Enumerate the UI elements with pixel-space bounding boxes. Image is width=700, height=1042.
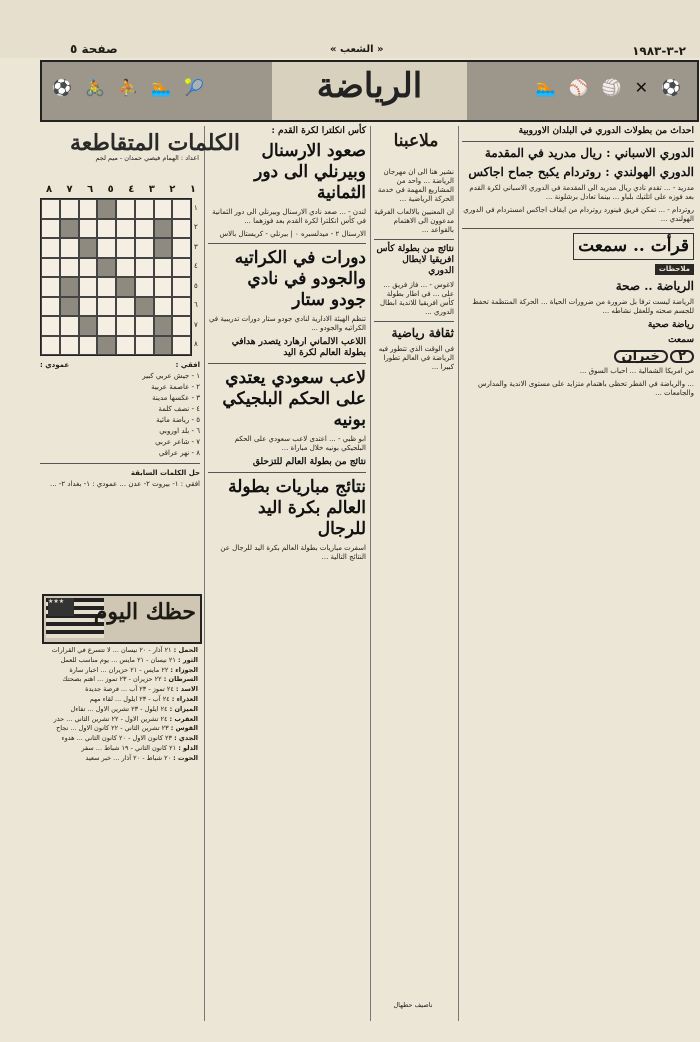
column-notes xyxy=(374,168,454,376)
clue: ٣ - عكسها مدينة xyxy=(152,394,200,402)
headline-sports-culture: ثقافة رياضية xyxy=(391,326,454,340)
zodiac-sign: العذراء : xyxy=(171,694,198,703)
crossword-grid xyxy=(40,198,192,356)
crossword-cell xyxy=(41,336,60,356)
horoscope-entry xyxy=(44,754,198,764)
horoscope-entry xyxy=(44,705,198,715)
crossword-cell xyxy=(135,316,154,336)
crossword-cell xyxy=(97,258,116,278)
article-body: في الوقت الذي تتطور فيه الرياضة في العالم تطورا كبيرا ... xyxy=(378,345,454,371)
horoscope-text: ٢٤ تموز - ٢٣ آب ... فرصة جديدة xyxy=(85,685,174,694)
crossword-subtitle: اعداد : الهمام فيصي حمدان - ميم لجم xyxy=(95,154,199,162)
crossword-cell xyxy=(172,199,191,219)
clue-heads xyxy=(40,360,200,371)
clue: ٧ - شاعر عربي xyxy=(155,438,200,446)
column-number: ٥ xyxy=(107,184,114,195)
horoscope-text: ٢٣ كانون الاول - ٢٠ كانون الثاني ... هدوء xyxy=(61,734,172,743)
paper-name: « الشعب » xyxy=(330,44,384,55)
article-body: ابو ظبي - ... اعتدى لاعب سعودي على الحكم البلجيكي بونيه خلال مباراة ... xyxy=(234,435,366,452)
crossword-cell xyxy=(172,336,191,356)
zodiac-sign: الاسد : xyxy=(175,685,198,694)
divider xyxy=(462,228,694,229)
column-football xyxy=(208,126,366,566)
divider xyxy=(208,363,366,364)
row-number: ٢ xyxy=(194,223,198,232)
crossword-cell xyxy=(41,199,60,219)
divider xyxy=(374,239,454,240)
zodiac-sign: الجوزاء : xyxy=(170,665,198,674)
crossword-cell xyxy=(79,316,98,336)
crossword-cell xyxy=(97,277,116,297)
subhead: سمعت xyxy=(668,335,694,345)
zodiac-sign: الدلو : xyxy=(178,743,198,752)
subhead-handball-scorer: اللاعب الالماني ارهارد يتصدر هدافي بطولة العالم لكرة اليد xyxy=(231,337,366,358)
crossword-cell xyxy=(79,238,98,258)
row-number: ٦ xyxy=(194,301,198,310)
headline-judo-star: دورات في الكراتيه والجودو في نادي جودو ستار xyxy=(234,248,366,310)
column-tag xyxy=(462,264,694,275)
subhead-skiing: نتائج من بطولة العالم للتزحلق xyxy=(252,457,366,467)
zodiac-sign: الحوت : xyxy=(173,753,198,762)
crossword-cell xyxy=(60,219,79,239)
article-body: تنظم الهيئة الادارية لنادي جودو ستار دورات تدريبية في الكراتيه والجودو ... xyxy=(208,315,366,332)
headline-quote-column xyxy=(462,233,694,260)
column-number: ٨ xyxy=(46,184,53,195)
article-body: ... والرياضة في القطر تحظى باهتمام متزايد على مستوى الاندية والمدارس والجامعات ... xyxy=(477,380,694,397)
zodiac-sign: الحمل : xyxy=(173,646,198,654)
results-line: الارسنال ٢ - ميدلسبره ٠ | بيرنلي - كريستال بالاس xyxy=(219,230,366,238)
crossword-cell xyxy=(135,238,154,258)
divider xyxy=(374,321,454,322)
crossword-cell xyxy=(154,258,173,278)
horoscope-text: ٢١ آذار - ٢٠ نيسان ... لا تتسرع في القرارات xyxy=(51,646,172,654)
horoscope-entry xyxy=(44,744,198,754)
page-number: صفحة ٥ xyxy=(70,42,118,56)
crossword-cell xyxy=(116,316,135,336)
horoscope-entry xyxy=(44,715,198,725)
crossword-cell xyxy=(97,297,116,317)
crossword-cell xyxy=(79,219,98,239)
headline-rotterdam: الدوري الهولندي : روتردام يكبح جماح اجاكس xyxy=(468,165,694,179)
horoscope-entry xyxy=(44,695,198,705)
crossword-cell xyxy=(97,199,116,219)
horoscope-text: ٢٣ تشرين الثاني - ٢٢ كانون الاول ... نجاح xyxy=(56,724,169,733)
column-number: ٧ xyxy=(66,184,73,195)
clue: ٤ - نصف كلمة xyxy=(158,405,200,413)
horoscope-entry xyxy=(44,734,198,744)
issue-date: ٢-٣-١٩٨٣ xyxy=(632,44,686,58)
horoscope-text: ٢٢ حزيران - ٢٣ تموز ... اهتم بصحتك xyxy=(62,675,162,684)
horoscope-text: ٢١ نيسان - ٢١ مايس ... يوم مناسب للعمل xyxy=(60,655,176,664)
column-rule xyxy=(204,126,205,1021)
article-body: ان المعنيين بالالعاب الفرقية مدعوون الى الاهتمام بالقواعد ... xyxy=(374,208,454,234)
headline-arsenal: صعود الارسنال وبيرنلي الى دور الثمانية xyxy=(254,141,366,203)
horoscope-text: ٢٤ تشرين الاول - ٢٢ تشرين الثاني ... حذر xyxy=(53,714,168,723)
horoscope-list xyxy=(44,646,198,764)
article-body: من امريكا الشمالية ... احباب السوق ... xyxy=(579,367,694,375)
column-numbers xyxy=(46,184,196,195)
crossword-cell xyxy=(135,258,154,278)
zodiac-sign: الجدي : xyxy=(174,734,198,743)
crossword-cell xyxy=(79,258,98,278)
crossword-cell xyxy=(116,219,135,239)
subhead: الرياضة .. صحة xyxy=(615,279,694,293)
crossword-cell xyxy=(97,238,116,258)
crossword-cell xyxy=(172,297,191,317)
crossword-cell xyxy=(60,258,79,278)
crossword-cell xyxy=(116,199,135,219)
column-number: ٦ xyxy=(87,184,94,195)
crossword-title: الكلمات المتقاطعة xyxy=(70,130,240,156)
crossword-cell xyxy=(116,297,135,317)
column-number: ١ xyxy=(189,184,196,195)
divider xyxy=(208,243,366,244)
horoscope-entry xyxy=(44,666,198,676)
crossword-cell xyxy=(154,199,173,219)
badge-row xyxy=(462,350,694,363)
row-number: ٥ xyxy=(194,281,198,290)
crossword-cell xyxy=(116,277,135,297)
article-body: اسفرت مباريات بطولة العالم بكرة اليد للرجال عن النتائج التالية ... xyxy=(220,544,366,561)
headline-real-madrid: الدوري الاسباني : ريال مدريد في المقدمة xyxy=(484,146,694,160)
column-number: ٣ xyxy=(148,184,155,195)
horoscope-entry xyxy=(44,646,198,656)
crossword-cell xyxy=(116,238,135,258)
subhead: رياضة صحية xyxy=(647,320,694,330)
article-body: روتردام - ... تمكن فريق فينورد روتردام من ايقاف اجاكس امستردام في الدوري الهولندي ... xyxy=(463,206,694,223)
horoscope-text: ٢١ كانون الثاني - ١٩ شباط ... سفر xyxy=(81,743,177,752)
clue: ٨ - نهر عراقي xyxy=(158,449,200,457)
horoscope-text: ٢٠ شباط - ٢٠ آذار ... خبر سعيد xyxy=(85,753,172,762)
crossword-cell xyxy=(60,316,79,336)
column-name: ملاحظات xyxy=(655,264,694,275)
crossword-cell xyxy=(116,336,135,356)
column-rule xyxy=(370,126,371,1021)
horoscope-entry xyxy=(44,675,198,685)
article-body: مدريد - ... تقدم نادي ريال مدريد الى المقدمة في الدوري الاسباني لكرة القدم بعد فوزه على اتلتيك بلباو ... بينما تعادل برشلونة ... xyxy=(469,184,694,201)
crossword-cell xyxy=(154,336,173,356)
article-kicker: كأس انكلترا لكرة القدم : xyxy=(271,126,366,136)
row-number: ٧ xyxy=(194,320,198,329)
crossword-cell xyxy=(172,258,191,278)
zodiac-sign: الثور : xyxy=(177,655,198,664)
badge-title: خيران xyxy=(614,350,668,363)
crossword-cell xyxy=(154,297,173,317)
crossword-cell xyxy=(154,219,173,239)
signature: ناصيف حطهال xyxy=(393,1001,433,1009)
clue: ٥ - رياضة مائية xyxy=(156,416,200,424)
badge-number: ٢ xyxy=(670,350,694,363)
crossword-cell xyxy=(172,277,191,297)
crossword-cell xyxy=(135,297,154,317)
row-number: ٤ xyxy=(194,262,198,271)
article-kicker: احداث من بطولات الدوري في البلدان الاوروبية xyxy=(518,126,694,136)
crossword-cell xyxy=(41,219,60,239)
horoscope-text: ٢٤ ايلول - ٢٣ تشرين الاول ... تفاءل xyxy=(70,704,168,713)
zodiac-sign: السرطان : xyxy=(163,675,198,684)
column-logo: ملاعبنا xyxy=(393,131,439,151)
clue: ٦ - بلد اوروبي xyxy=(159,427,200,435)
row-numbers xyxy=(194,198,202,354)
article-body: نشير هنا الى ان مهرجان الرياضة ... واحد من المشاريع المهمة في خدمة الحركة الرياضية ... xyxy=(377,168,454,203)
across-label: افقي : xyxy=(175,361,200,369)
crossword-cell xyxy=(41,316,60,336)
sports-icons-left: ⚽ 🚴 ⛹ 🏊 🎾 xyxy=(52,78,208,97)
clue: ٢ - عاصمة عربية xyxy=(151,383,200,391)
crossword-cell xyxy=(97,316,116,336)
horoscope-entry xyxy=(44,656,198,666)
row-number: ٨ xyxy=(194,340,198,349)
crossword-cell xyxy=(60,199,79,219)
crossword-cell xyxy=(97,336,116,356)
horoscope-text: ٢٤ آب - ٢٣ ايلول ... لقاء مهم xyxy=(89,694,170,703)
zodiac-sign: الميزان : xyxy=(169,704,198,713)
crossword-cell xyxy=(135,336,154,356)
crossword-cell xyxy=(135,277,154,297)
row-number: ٣ xyxy=(194,242,198,251)
crossword-clues xyxy=(40,360,200,490)
crossword-cell xyxy=(172,238,191,258)
headline-handball-results: نتائج مباريات بطولة العالم بكرة اليد للرجال xyxy=(228,477,366,539)
sports-icons-right: 🏊 ⚾ 🏐 ✕ ⚽ xyxy=(535,78,685,97)
crossword-cell xyxy=(135,219,154,239)
crossword-cell xyxy=(135,199,154,219)
horoscope-text: ٢٢ مايس - ٢١ حزيران ... اخبار سارة xyxy=(69,665,169,674)
answers-label: حل الكلمات السابقة xyxy=(130,469,200,477)
divider xyxy=(462,141,694,142)
column-europe xyxy=(462,126,694,402)
crossword-cell xyxy=(60,238,79,258)
crossword-cell xyxy=(41,258,60,278)
crossword-cell xyxy=(154,277,173,297)
crossword-cell xyxy=(172,219,191,239)
horoscope-entry xyxy=(44,724,198,734)
zodiac-sign: القوس : xyxy=(170,724,198,733)
horoscope-title: حظك اليوم xyxy=(93,599,196,625)
row-number: ١ xyxy=(194,203,198,212)
divider xyxy=(208,472,366,473)
horoscope-entry xyxy=(44,685,198,695)
crossword-cell xyxy=(116,258,135,278)
answers-text: افقي : ١- بيروت ٢- عدن ... عمودي : ١- بغداد ٢- ... xyxy=(49,480,200,488)
crossword-cell xyxy=(154,238,173,258)
section-title: الرياضة xyxy=(316,66,423,106)
column-number: ٢ xyxy=(169,184,176,195)
column-number: ٤ xyxy=(128,184,135,195)
crossword-cell xyxy=(79,199,98,219)
column-rule xyxy=(458,126,459,1021)
crossword-cell xyxy=(79,336,98,356)
headline-saudi-player: لاعب سعودي يعتدي على الحكم البلجيكي بونيه xyxy=(222,368,366,430)
crossword-cell xyxy=(41,238,60,258)
clue: ١ - جيش عربي كبير xyxy=(142,372,200,380)
crossword-cell xyxy=(172,316,191,336)
divider xyxy=(40,463,200,464)
crossword-cell xyxy=(41,277,60,297)
zodiac-sign: العقرب : xyxy=(169,714,198,723)
crossword-cell xyxy=(97,219,116,239)
headline-africa-cup: نتائج من بطولة كأس افريقيا لابطال الدوري xyxy=(376,244,454,276)
crossword-cell xyxy=(60,297,79,317)
article-body: لاغوس - ... فاز فريق ... على ... في اطار بطولة كأس افريقيا للاندية ابطال الدوري ... xyxy=(379,281,454,316)
article-body: الرياضة ليست ترفا بل ضرورة من ضرورات الحياة ... الحركة المنتظمة تحفظ للجسم صحته وللعقل نشاطه ... xyxy=(472,298,694,315)
crossword-cell xyxy=(79,277,98,297)
crossword-cell xyxy=(60,336,79,356)
section-banner xyxy=(40,60,699,122)
quote-box: قرأت .. سمعت xyxy=(573,233,694,260)
crossword-cell xyxy=(154,316,173,336)
down-label: عمودي : xyxy=(40,361,70,369)
article-body: لندن - ... صعد نادي الارسنال وبيرنلي الى دور الثمانية في كأس انكلترا لكرة القدم بعد فوزهما ... xyxy=(212,208,366,225)
horoscope-banner xyxy=(42,594,202,644)
crossword-cell xyxy=(41,297,60,317)
crossword-cell xyxy=(60,277,79,297)
crossword-cell xyxy=(79,297,98,317)
